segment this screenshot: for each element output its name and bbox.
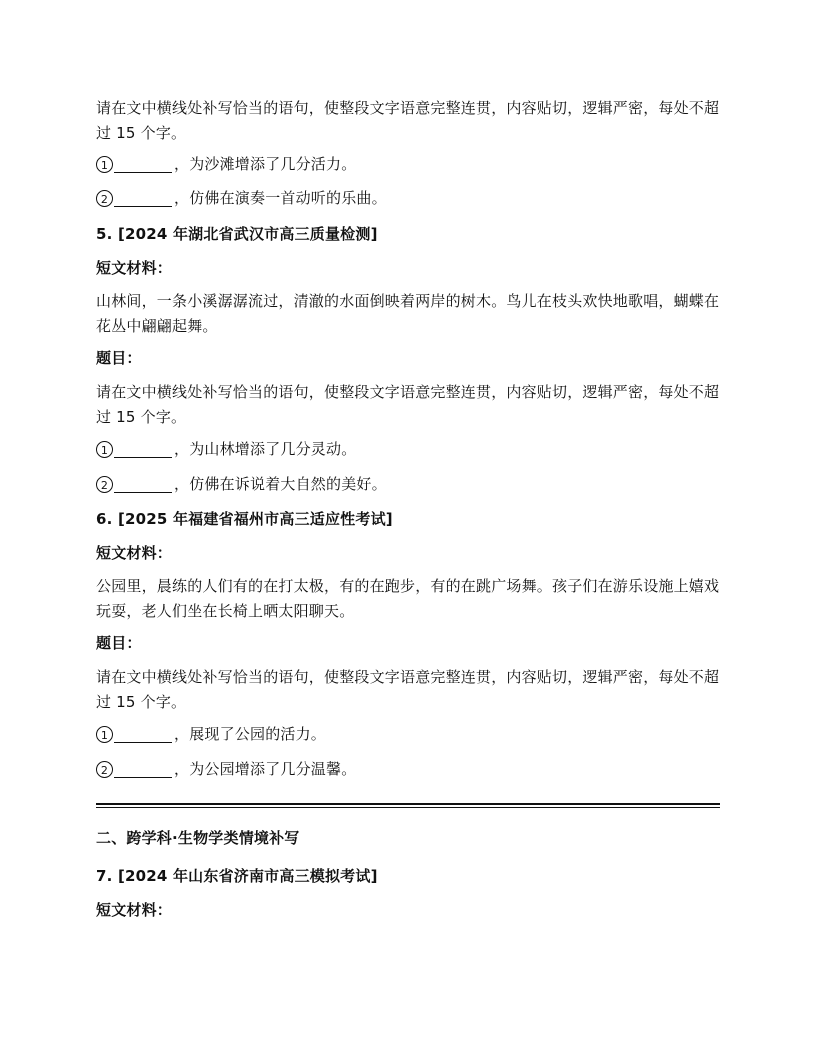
fill-blank (114, 762, 172, 778)
fill-blank (114, 191, 172, 207)
fill-blank (114, 157, 172, 173)
fill-blank (114, 442, 172, 458)
answer-item-2 (96, 757, 720, 782)
circled-number: 2 (96, 476, 113, 493)
item-text: ，为沙滩增添了几分活力。 (174, 155, 357, 173)
instruction-text: 请在文中横线处补写恰当的语句，使整段文字语意完整连贯，内容贴切，逻辑严密，每处不超过 15 个字。 (96, 383, 720, 426)
fill-blank (114, 477, 172, 493)
question-label: 题目： (96, 634, 142, 652)
circled-number: 2 (96, 190, 113, 207)
material-label: 短文材料： (96, 259, 173, 277)
circled-number: 1 (96, 441, 113, 458)
item-text: ，为山林增添了几分灵动。 (174, 440, 357, 458)
material-text: 公园里，晨练的人们有的在打太极，有的在跑步，有的在跳广场舞。孩子们在游乐设施上嬉戏玩耍，老人们坐在长椅上晒太阳聊天。 (96, 577, 720, 620)
question-label: 题目： (96, 349, 142, 367)
item-text: ，为公园增添了几分温馨。 (174, 760, 357, 778)
answer-item-2 (96, 472, 720, 497)
section-divider (96, 803, 720, 808)
answer-item-1 (96, 152, 720, 177)
question-heading: 7. [2024 年山东省济南市高三模拟考试] (96, 867, 378, 885)
section-title: 二、跨学科·生物学类情境补写 (96, 829, 300, 847)
item-text: ，仿佛在演奏一首动听的乐曲。 (174, 189, 387, 207)
instruction-text: 请在文中横线处补写恰当的语句，使整段文字语意完整连贯，内容贴切，逻辑严密，每处不超过 15 个字。 (96, 99, 720, 142)
material-text: 山林间，一条小溪潺潺流过，清澈的水面倒映着两岸的树木。鸟儿在枝头欢快地歌唱，蝴蝶在花丛中翩翩起舞。 (96, 292, 720, 335)
question-heading: 5. [2024 年湖北省武汉市高三质量检测] (96, 225, 378, 243)
item-text: ，展现了公园的活力。 (174, 725, 327, 743)
item-text: ，仿佛在诉说着大自然的美好。 (174, 475, 387, 493)
answer-item-1 (96, 722, 720, 747)
instruction-text: 请在文中横线处补写恰当的语句，使整段文字语意完整连贯，内容贴切，逻辑严密，每处不超过 15 个字。 (96, 668, 720, 711)
circled-number: 2 (96, 761, 113, 778)
question-heading: 6. [2025 年福建省福州市高三适应性考试] (96, 510, 393, 528)
material-label: 短文材料： (96, 901, 173, 919)
answer-item-1 (96, 437, 720, 462)
circled-number: 1 (96, 156, 113, 173)
circled-number: 1 (96, 726, 113, 743)
fill-blank (114, 727, 172, 743)
answer-item-2 (96, 186, 720, 211)
material-label: 短文材料： (96, 544, 173, 562)
